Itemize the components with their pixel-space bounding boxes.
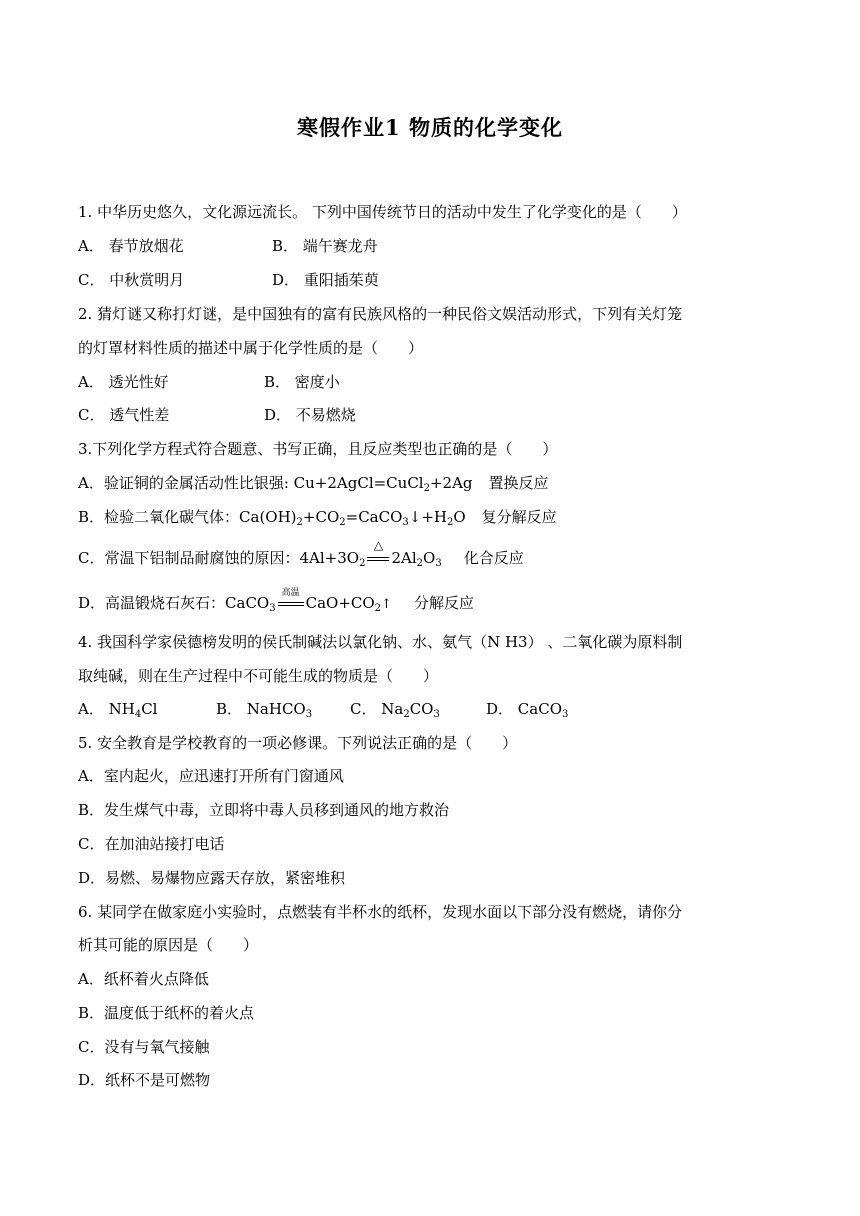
q5-option-b: B．发生煤气中毒，立即将中毒人员移到通风的地方救治 xyxy=(78,801,450,819)
q5-option-c: C．在加油站接打电话 xyxy=(78,835,225,853)
q1-stem: 1. 中华历史悠久，文化源远流长。 下列中国传统节日的活动中发生了化学变化的是（ ） xyxy=(78,203,687,221)
q2-stem-line1: 2. 猜灯谜又称打灯谜，是中国独有的富有民族风格的一种民俗文娱活动形式，下列有关灯笼 xyxy=(78,305,683,323)
q4-options xyxy=(78,699,568,719)
q1-option-b: B． 端午赛龙舟 xyxy=(272,237,378,255)
heat-condition-sign: △ xyxy=(365,548,391,568)
q3-option-c: C．常温下铝制品耐腐蚀的原因：$4Al+3O_2$ △ $2Al_2O_3$ 化合反应 xyxy=(78,538,524,569)
q6-option-c: C．没有与氧气接触 xyxy=(78,1038,210,1056)
q1-options-row1 xyxy=(78,236,378,256)
q1-option-c: C． 中秋赏明月 xyxy=(78,271,185,289)
q2-options-row1 xyxy=(78,372,340,392)
gas-arrow-icon: ↑ xyxy=(381,597,392,612)
q2-option-d: D． 不易燃烧 xyxy=(264,406,356,424)
high-temp-condition-sign: 高温 xyxy=(276,593,306,613)
q4-option-d: D． CaCO$_3$ xyxy=(486,700,569,720)
q3-d-reaction-type: 分解反应 xyxy=(413,594,474,612)
q4-stem-line2: 取纯碱，则在生产过程中不可能生成的物质是（ ） xyxy=(78,667,439,685)
q4-option-a: A． $NH_4Cl$ xyxy=(78,700,158,720)
q6-stem-line1: 6. 某同学在做家庭小实验时，点燃装有半杯水的纸杯，发现水面以下部分没有燃烧，请你分 xyxy=(78,903,683,921)
q4-stem-line1: 4. 我国科学家侯德榜发明的侯氏制碱法以氯化钠、水、氨气（N H3） 、二氧化碳为原料制 xyxy=(78,633,683,651)
q5-option-d: D．易燃、易爆物应露天存放，紧密堆积 xyxy=(78,869,346,887)
q2-option-c: C． 透气性差 xyxy=(78,406,170,424)
q3-option-d: D．高温锻烧石灰石：CaCO$_3$ 高温 $CaO+CO_2↑$ 分解反应 xyxy=(78,588,474,614)
q4-option-c: C． $Na_2CO_3$ xyxy=(350,700,440,720)
q3-stem: 3.下列化学方程式符合题意、书写正确，且反应类型也正确的是（ ） xyxy=(78,440,558,458)
q2-options-row2 xyxy=(78,405,356,425)
q1-option-d: D． 重阳插茱萸 xyxy=(272,271,379,289)
q3-a-reaction-type: 置换反应 xyxy=(488,474,549,492)
q5-stem: 5. 安全教育是学校教育的一项必修课。下列说法正确的是（ ） xyxy=(78,734,518,752)
q1-options-row2 xyxy=(78,270,379,290)
q6-option-a: A．纸杯着火点降低 xyxy=(78,970,209,988)
q3-c-reaction-type: 化合反应 xyxy=(463,549,524,567)
q5-option-a: A．室内起火，应迅速打开所有门窗通风 xyxy=(78,767,344,785)
q6-option-d: D．纸杯不是可燃物 xyxy=(78,1071,211,1089)
q3-b-reaction-type: 复分解反应 xyxy=(481,508,557,526)
q2-option-b: B． 密度小 xyxy=(264,373,340,391)
q1-option-a: A． 春节放烟花 xyxy=(78,237,184,255)
q2-stem-line2: 的灯罩材料性质的描述中属于化学性质的是（ ） xyxy=(78,339,424,357)
q3-option-a: A．验证铜的金属活动性比银强: Cu+2AgCl=CuCl$_2$+2Ag 置换反应 xyxy=(78,474,549,494)
q4-option-b: B． NaHCO$_3$ xyxy=(216,700,313,720)
page-title: 寒假作业1 物质的化学变化 xyxy=(297,115,563,140)
q6-stem-line2: 析其可能的原因是（ ） xyxy=(78,936,259,954)
q2-option-a: A． 透光性好 xyxy=(78,373,169,391)
q6-option-b: B．温度低于纸杯的着火点 xyxy=(78,1004,255,1022)
q3-option-b: B．检验二氧化碳气体：$Ca(OH)_2+CO_2=CaCO_3↓+H_2O$ 复分解反应 xyxy=(78,508,557,528)
